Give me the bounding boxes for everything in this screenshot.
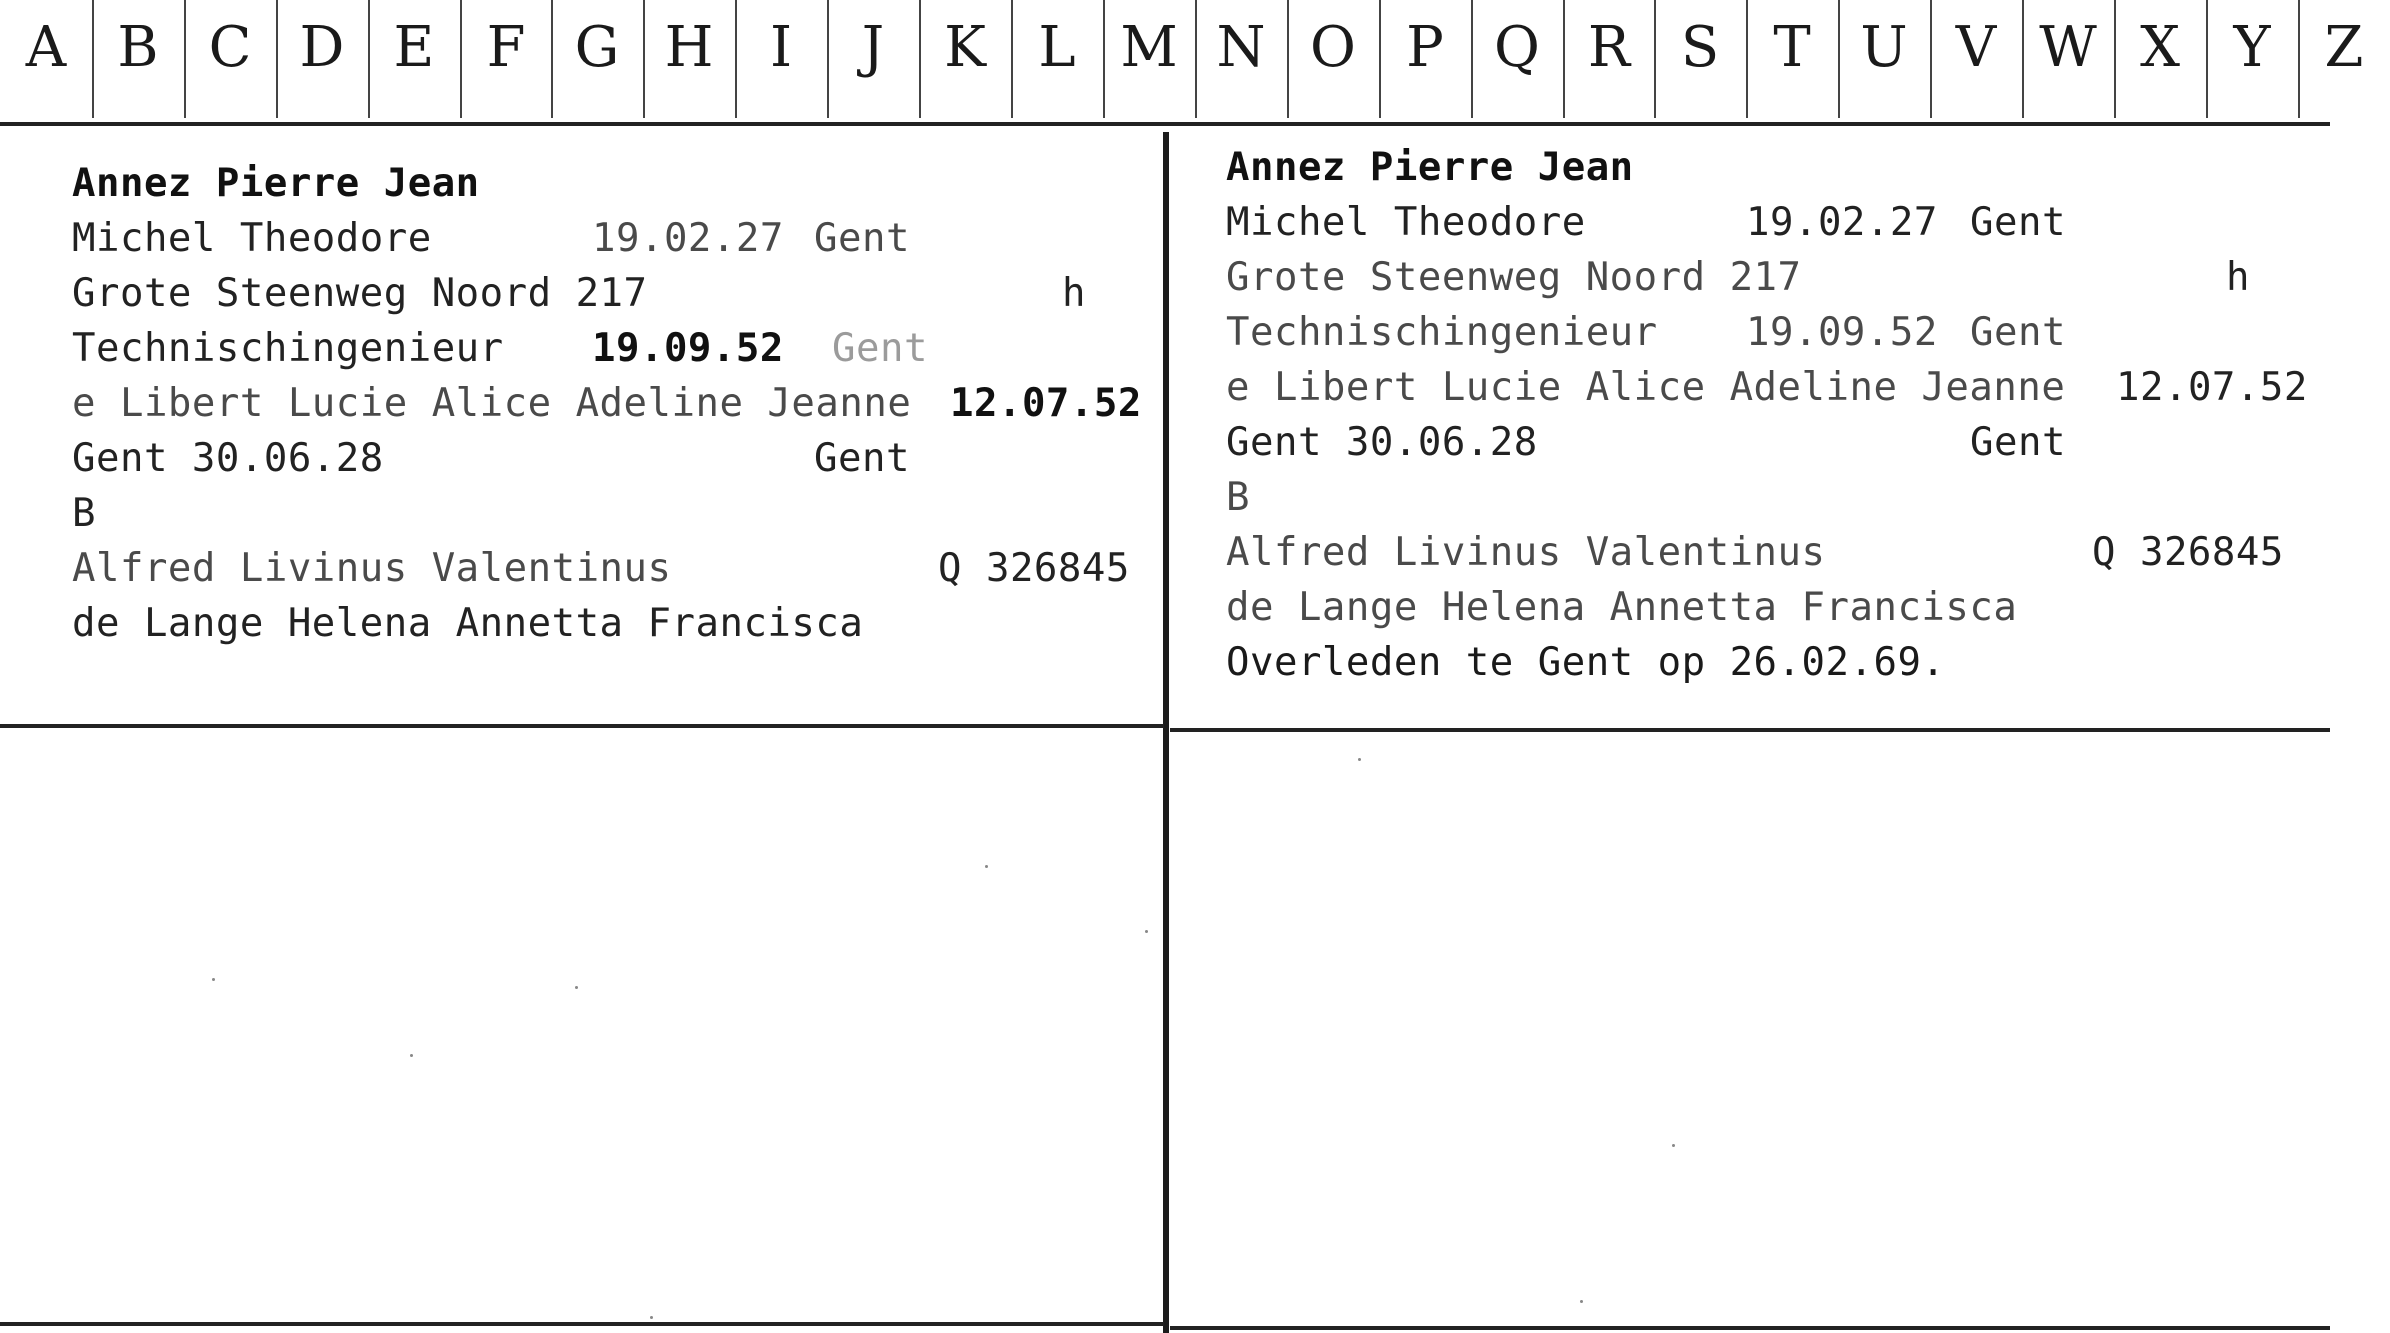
alpha-divider-tick xyxy=(184,0,186,118)
scan-speck xyxy=(575,986,578,989)
right-lower-bottom-rule xyxy=(1170,1326,2330,1330)
person-name: Annez Pierre Jean xyxy=(1226,145,1634,190)
mark-h: h xyxy=(2226,255,2250,300)
marriage-date: 12.07.52 xyxy=(2116,365,2308,410)
alpha-index-a[interactable]: A xyxy=(25,15,67,80)
given-names: Michel Theodore xyxy=(1226,200,1586,245)
right-record-card xyxy=(1226,140,2326,690)
scan-speck xyxy=(1672,1144,1675,1147)
alpha-divider-tick xyxy=(276,0,278,118)
alpha-index-b[interactable]: B xyxy=(117,15,159,80)
alpha-index-z[interactable]: Z xyxy=(2324,15,2364,80)
spouse-name: e Libert Lucie Alice Adeline Jeanne xyxy=(1226,365,2066,410)
alpha-index-l[interactable]: L xyxy=(1038,15,1076,80)
alpha-index-k[interactable]: K xyxy=(944,15,986,80)
arrival-date: 19.09.52 xyxy=(1746,310,1938,355)
alpha-divider-tick xyxy=(827,0,829,118)
arrival-place: Gent xyxy=(1970,310,2066,355)
spouse-birth: Gent 30.06.28 xyxy=(72,436,384,481)
birth-date: 19.02.27 xyxy=(1746,200,1938,245)
alpha-divider-tick xyxy=(919,0,921,118)
alpha-index-d[interactable]: D xyxy=(299,15,345,80)
alpha-divider-tick xyxy=(460,0,462,118)
left-record-card xyxy=(72,156,1162,651)
scan-speck xyxy=(1580,1300,1583,1303)
alpha-index-j[interactable]: J xyxy=(861,15,885,80)
id-number: Q 326845 xyxy=(2092,530,2284,575)
address: Grote Steenweg Noord 217 xyxy=(72,271,648,316)
mother-name: de Lange Helena Annetta Francisca xyxy=(72,601,864,646)
alpha-divider-tick xyxy=(1287,0,1289,118)
alpha-index-s[interactable]: S xyxy=(1680,15,1720,80)
birth-place: Gent xyxy=(814,216,910,261)
alpha-index-p[interactable]: P xyxy=(1406,15,1444,80)
alpha-divider-tick xyxy=(735,0,737,118)
birth-place: Gent xyxy=(1970,200,2066,245)
alpha-index-i[interactable]: I xyxy=(769,15,793,80)
father-name: Alfred Livinus Valentinus xyxy=(1226,530,1826,575)
birth-date: 19.02.27 xyxy=(592,216,784,261)
father-name: Alfred Livinus Valentinus xyxy=(72,546,672,591)
alpha-index-e[interactable]: E xyxy=(393,15,435,80)
scan-speck xyxy=(1145,930,1148,933)
scan-speck xyxy=(650,1316,653,1319)
alpha-index-m[interactable]: M xyxy=(1120,15,1178,80)
marriage-place: Gent xyxy=(814,436,910,481)
right-card-bottom-rule xyxy=(1170,728,2330,732)
death-note: Overleden te Gent op 26.02.69. xyxy=(1226,640,1946,685)
alpha-index-y[interactable]: Y xyxy=(2233,15,2271,80)
alpha-index-w[interactable]: W xyxy=(2039,15,2097,80)
alpha-divider-tick xyxy=(1746,0,1748,118)
spouse-name: e Libert Lucie Alice Adeline Jeanne xyxy=(72,381,912,426)
alpha-index-c[interactable]: C xyxy=(208,15,252,80)
alpha-index-n[interactable]: N xyxy=(1216,15,1266,80)
alpha-index-v[interactable]: V xyxy=(1955,15,1997,80)
alpha-index-r[interactable]: R xyxy=(1587,15,1631,80)
alpha-divider-tick xyxy=(92,0,94,118)
alphabet-index-strip xyxy=(0,0,2364,126)
left-card-bottom-rule xyxy=(0,724,1164,728)
arrival-place: Gent xyxy=(832,326,928,371)
scan-speck xyxy=(410,1054,413,1057)
alpha-index-f[interactable]: F xyxy=(486,15,526,80)
profession: Technischingenieur xyxy=(72,326,504,371)
mother-name: de Lange Helena Annetta Francisca xyxy=(1226,585,2018,630)
scan-speck xyxy=(985,865,988,868)
alpha-divider-tick xyxy=(2298,0,2300,118)
mark-h: h xyxy=(1062,271,1086,316)
alpha-divider-tick xyxy=(368,0,370,118)
address: Grote Steenweg Noord 217 xyxy=(1226,255,1802,300)
spouse-birth: Gent 30.06.28 xyxy=(1226,420,1538,465)
person-name: Annez Pierre Jean xyxy=(72,161,480,206)
profession: Technischingenieur xyxy=(1226,310,1658,355)
alpha-index-t[interactable]: T xyxy=(1773,15,1811,80)
alpha-divider-tick xyxy=(1563,0,1565,118)
alpha-divider-tick xyxy=(1838,0,1840,118)
alpha-divider-tick xyxy=(1195,0,1197,118)
alpha-index-x[interactable]: X xyxy=(2140,15,2180,80)
alpha-divider-tick xyxy=(1930,0,1932,118)
alpha-divider-tick xyxy=(1103,0,1105,118)
scan-speck xyxy=(1358,758,1361,761)
alpha-divider-tick xyxy=(1654,0,1656,118)
alpha-divider-tick xyxy=(2022,0,2024,118)
alpha-index-o[interactable]: O xyxy=(1310,15,1356,80)
alpha-divider-tick xyxy=(1379,0,1381,118)
given-names: Michel Theodore xyxy=(72,216,432,261)
alpha-index-q[interactable]: Q xyxy=(1494,15,1540,80)
alpha-divider-tick xyxy=(2206,0,2208,118)
id-number: Q 326845 xyxy=(938,546,1130,591)
marriage-place: Gent xyxy=(1970,420,2066,465)
alpha-divider-tick xyxy=(2114,0,2116,118)
status-code: B xyxy=(1226,475,1250,520)
alpha-divider-tick xyxy=(551,0,553,118)
alpha-index-u[interactable]: U xyxy=(1860,15,1908,80)
alpha-divider-tick xyxy=(643,0,645,118)
card-divider xyxy=(1163,132,1169,1333)
alpha-divider-tick xyxy=(1011,0,1013,118)
marriage-date: 12.07.52 xyxy=(950,381,1142,426)
status-code: B xyxy=(72,491,96,536)
alpha-index-h[interactable]: H xyxy=(664,15,714,80)
scan-speck xyxy=(212,978,215,981)
left-lower-bottom-rule xyxy=(0,1322,1164,1326)
alpha-index-g[interactable]: G xyxy=(574,15,620,80)
alpha-divider-tick xyxy=(1471,0,1473,118)
arrival-date: 19.09.52 xyxy=(592,326,784,371)
